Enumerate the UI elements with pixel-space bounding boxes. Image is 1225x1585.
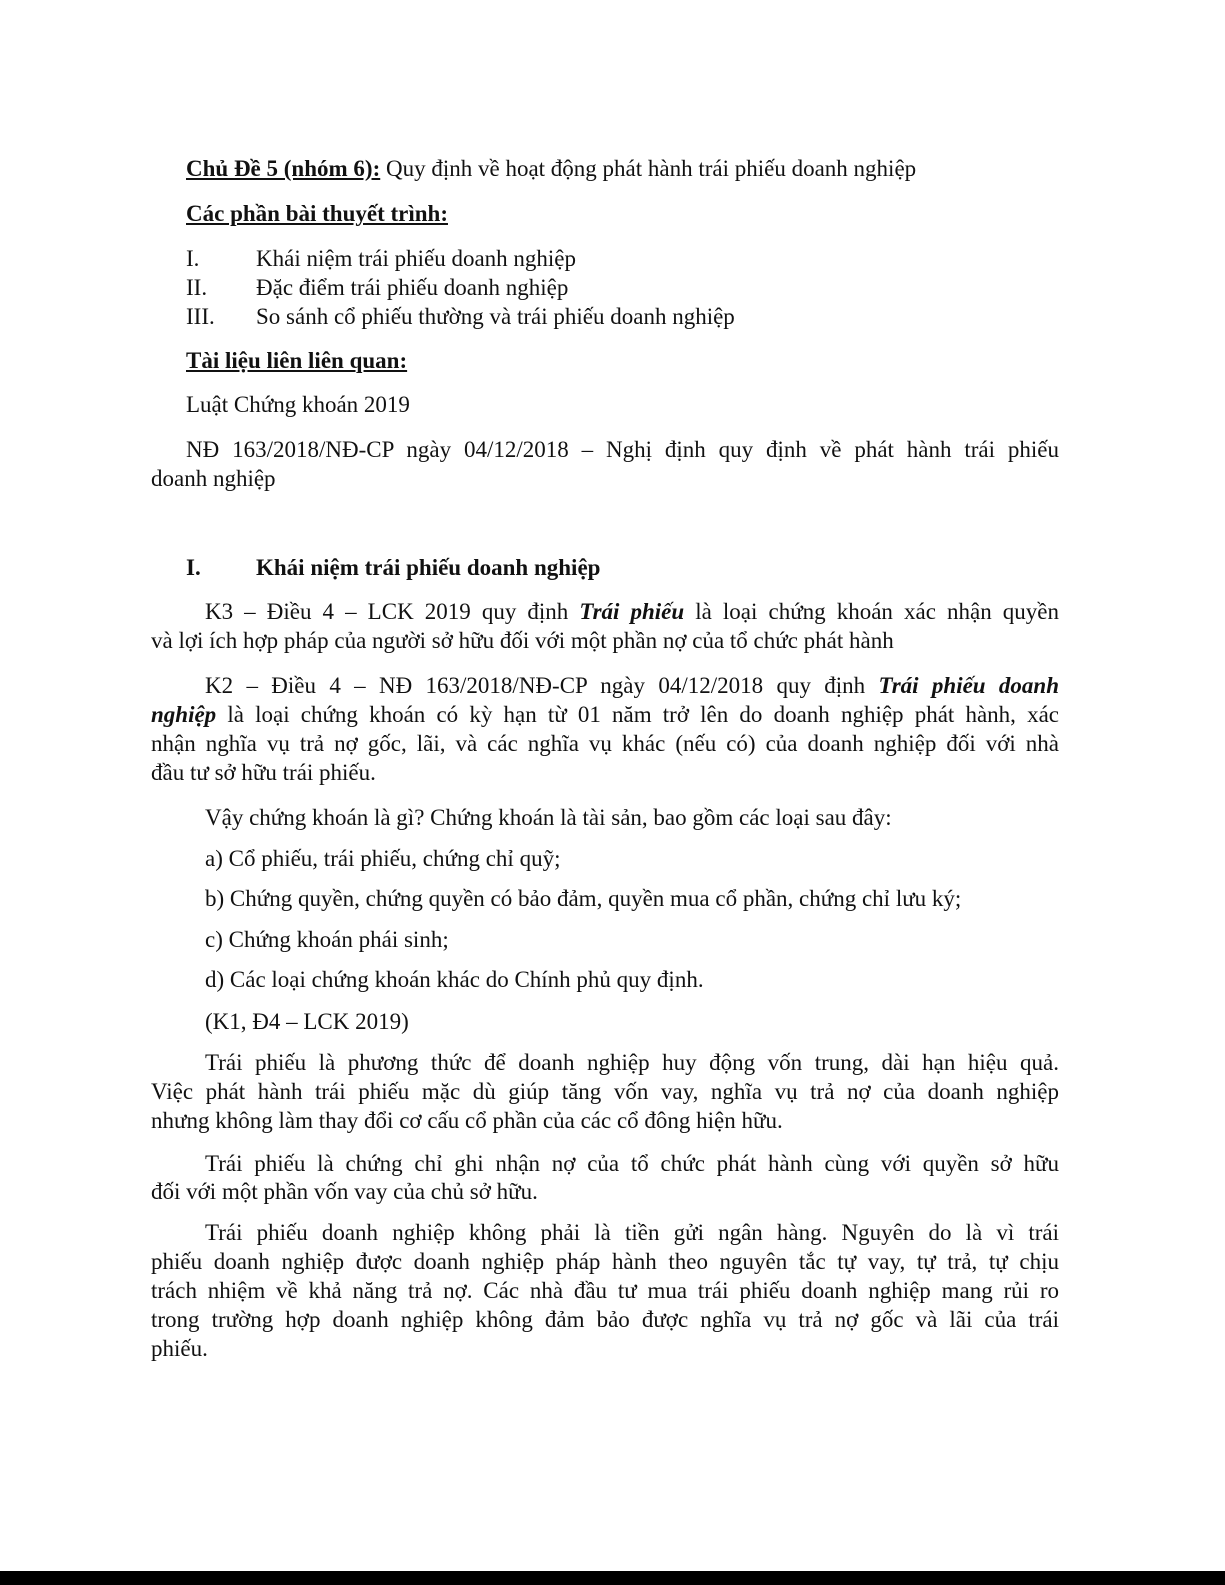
references-heading: Tài liệu liên liên quan: [186, 348, 408, 373]
defined-term: Trái phiếu [579, 599, 685, 624]
defined-term: nghiệp [151, 702, 217, 727]
outline-item-number: II. [186, 275, 208, 300]
reference-decree-line: NĐ 163/2018/NĐ-CP ngày 04/12/2018 – Nghị định quy định về phát hành trái phiếu [186, 437, 1059, 462]
paragraph-line: Trái phiếu là phương thức để doanh nghiệp huy động vốn trung, dài hạn hiệu quả. [205, 1050, 1059, 1075]
topic-title: Quy định về hoạt động phát hành trái phiếu doanh nghiệp [380, 156, 917, 181]
page-bottom-rule [0, 1571, 1225, 1585]
paragraph-line: phiếu. [151, 1336, 208, 1361]
paragraph-line: phiếu doanh nghiệp được doanh nghiệp pháp hành theo nguyên tắc tự vay, tự trả, tự chịu [151, 1249, 1059, 1274]
paragraph-text: là loại chứng khoán có kỳ hạn từ 01 năm trở lên do doanh nghiệp phát hành, xác [216, 702, 1059, 727]
paragraph-line: và lợi ích hợp pháp của người sở hữu đối với một phần nợ của tổ chức phát hành [151, 628, 894, 653]
paragraph-text: K3 – Điều 4 – LCK 2019 quy định [205, 599, 580, 624]
paragraph-line: Trái phiếu là chứng chỉ ghi nhận nợ của tổ chức phát hành cùng với quyền sở hữu [205, 1151, 1059, 1176]
reference-decree-line: doanh nghiệp [151, 466, 276, 491]
paragraph-text: là loại chứng khoán xác nhận quyền [684, 599, 1059, 624]
outline-item [186, 303, 735, 331]
topic-label: Chủ Đề 5 (nhóm 6): [186, 156, 381, 181]
question-line: Vậy chứng khoán là gì? Chứng khoán là tài sản, bao gồm các loại sau đây: [205, 805, 892, 830]
paragraph-line: nhận nghĩa vụ trả nợ gốc, lãi, và các nghĩa vụ khác (nếu có) của doanh nghiệp đối với nhà [151, 731, 1059, 756]
list-item: b) Chứng quyền, chứng quyền có bảo đảm, quyền mua cổ phần, chứng chỉ lưu ký; [205, 886, 962, 911]
outline-item-text: Khái niệm trái phiếu doanh nghiệp [256, 246, 577, 271]
paragraph-line: đầu tư sở hữu trái phiếu. [151, 760, 376, 785]
paragraph-line: Trái phiếu doanh nghiệp không phải là tiền gửi ngân hàng. Nguyên do là vì trái [205, 1220, 1059, 1245]
outline-item-number: III. [186, 304, 215, 329]
defined-term: Trái phiếu doanh [878, 673, 1059, 698]
outline-item [186, 245, 576, 273]
list-item: d) Các loại chứng khoán khác do Chính phủ quy định. [205, 967, 704, 992]
topic-line [186, 155, 916, 183]
paragraph-line [151, 701, 1059, 729]
paragraph-line [205, 598, 1059, 626]
outline-heading: Các phần bài thuyết trình: [186, 201, 448, 226]
outline-item-text: Đặc điểm trái phiếu doanh nghiệp [256, 275, 569, 300]
outline-item-number: I. [186, 246, 200, 271]
paragraph-line: trách nhiệm về khả năng trả nợ. Các nhà đầu tư mua trái phiếu doanh nghiệp mang rủi ro [151, 1278, 1059, 1303]
citation: (K1, Đ4 – LCK 2019) [205, 1009, 409, 1034]
outline-item-text: So sánh cổ phiếu thường và trái phiếu doanh nghiệp [256, 304, 735, 329]
paragraph-line: trong trường hợp doanh nghiệp không đảm bảo được nghĩa vụ trả nợ gốc và lãi của trái [151, 1307, 1059, 1332]
section-number: I. [186, 555, 201, 580]
paragraph-text: K2 – Điều 4 – NĐ 163/2018/NĐ-CP ngày 04/12/2018 quy định [205, 673, 879, 698]
outline-item [186, 274, 568, 302]
paragraph-line: đối với một phần vốn vay của chủ sở hữu. [151, 1179, 538, 1204]
list-item: c) Chứng khoán phái sinh; [205, 927, 449, 952]
paragraph-line: nhưng không làm thay đổi cơ cấu cổ phần của các cổ đông hiện hữu. [151, 1108, 783, 1133]
list-item: a) Cổ phiếu, trái phiếu, chứng chỉ quỹ; [205, 846, 561, 871]
reference-law: Luật Chứng khoán 2019 [186, 392, 410, 417]
section-title: Khái niệm trái phiếu doanh nghiệp [256, 555, 601, 580]
section-heading [186, 554, 600, 582]
paragraph-line [205, 672, 1059, 700]
paragraph-line: Việc phát hành trái phiếu mặc dù giúp tăng vốn vay, nghĩa vụ trả nợ của doanh nghiệp [151, 1079, 1059, 1104]
